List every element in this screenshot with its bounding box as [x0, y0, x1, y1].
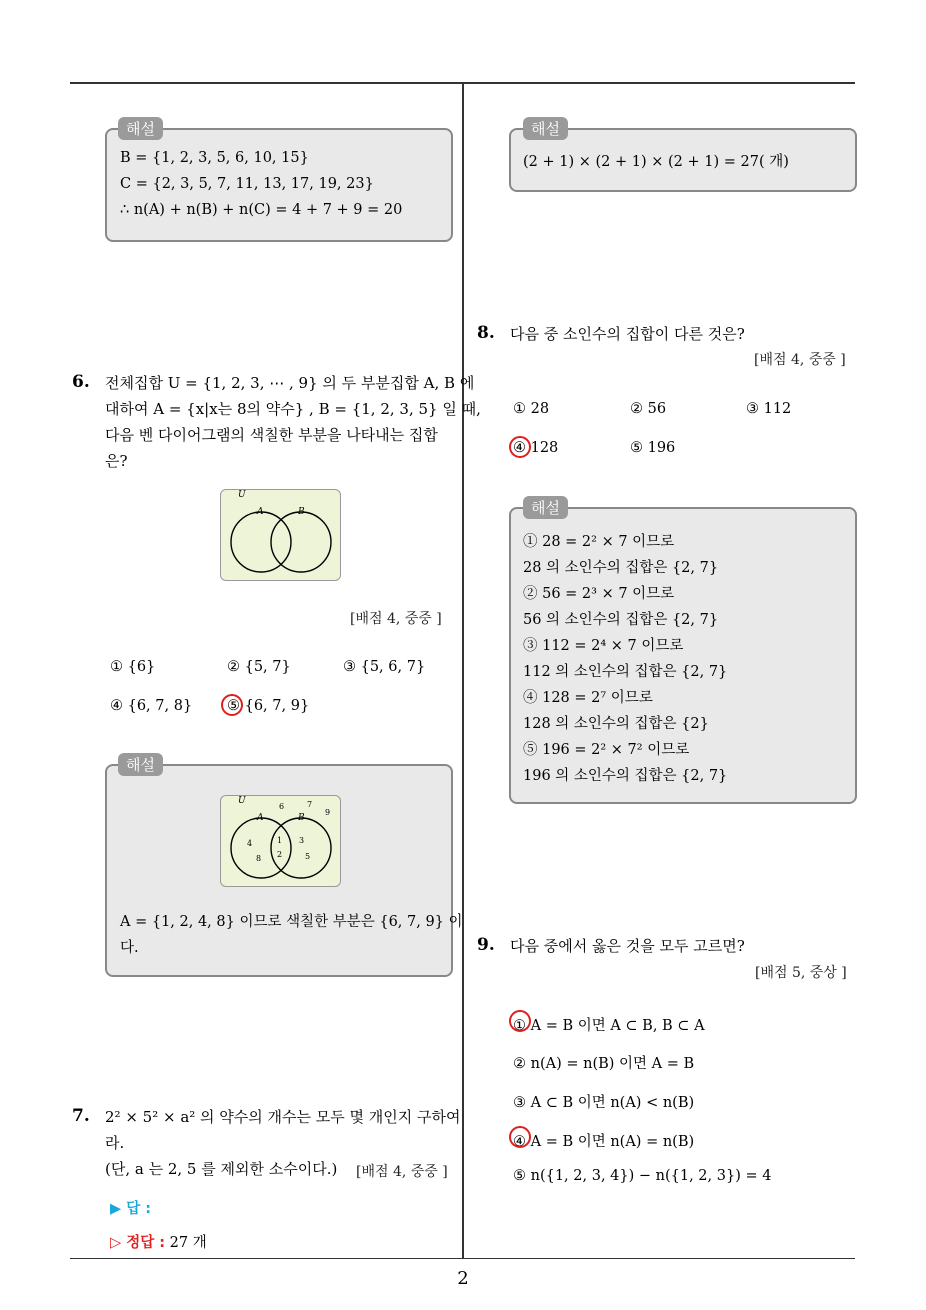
answer-mark — [509, 436, 531, 458]
answer-mark — [509, 1126, 531, 1148]
solution-line: A = {1, 2, 4, 8} 이므로 색칠한 부분은 {6, 7, 9} 이 — [120, 914, 463, 930]
solution-line: 다. — [120, 940, 139, 956]
question-text: 2² × 5² × a² 의 약수의 개수는 모두 몇 개인지 구하여 — [105, 1108, 461, 1126]
venn-number: 7 — [307, 800, 313, 809]
venn-number: 2 — [277, 850, 283, 859]
question-number: 7. — [72, 1106, 90, 1126]
solution-box-q8 — [509, 507, 857, 804]
solution-line: ① 28 = 2² × 7 이므로 — [523, 534, 675, 550]
venn-label-u: U — [238, 796, 246, 806]
solution-line: C = {2, 3, 5, 7, 11, 13, 17, 19, 23} — [120, 176, 374, 192]
choice-1[interactable]: ① {6} — [110, 659, 156, 675]
solution-line: ④ 128 = 2⁷ 이므로 — [523, 690, 653, 706]
choice-1[interactable]: ① A = B 이면 A ⊂ B, B ⊂ A — [513, 1018, 705, 1034]
column-divider — [462, 84, 464, 1258]
correct-answer-label: ▷ 정답 : — [110, 1235, 166, 1251]
question-text: 다음 중 소인수의 집합이 다른 것은? — [510, 325, 745, 343]
question-text: 대하여 A = {x|x는 8의 약수} , B = {1, 2, 3, 5} 일 때, — [105, 400, 481, 418]
solution-tag: 해설 — [118, 753, 163, 776]
bottom-rule — [70, 1258, 855, 1259]
venn-number: 6 — [279, 802, 285, 811]
choice-5[interactable]: ⑤ n({1, 2, 3, 4}) − n({1, 2, 3}) = 4 — [513, 1168, 772, 1184]
choice-3[interactable]: ③ 112 — [746, 401, 792, 417]
question-condition: (단, a 는 2, 5 를 제외한 소수이다.) — [105, 1160, 338, 1178]
venn-number: 3 — [299, 836, 305, 845]
venn-diagram — [220, 489, 341, 581]
venn-number: 9 — [325, 808, 331, 817]
venn-number: 1 — [277, 836, 283, 845]
choice-1[interactable]: ① 28 — [513, 401, 550, 417]
solution-line: 128 의 소인수의 집합은 {2} — [523, 716, 709, 732]
venn-label-u: U — [238, 490, 246, 500]
solution-line: ② 56 = 2³ × 7 이므로 — [523, 586, 675, 602]
venn-diagram-solution — [220, 795, 341, 887]
venn-label-b: B — [298, 507, 305, 517]
choice-3[interactable]: ③ A ⊂ B 이면 n(A) < n(B) — [513, 1095, 695, 1111]
answer-input-label[interactable]: ▶ 답 : — [110, 1201, 152, 1217]
answer-mark — [509, 1010, 531, 1032]
choice-4[interactable]: ④ {6, 7, 8} — [110, 698, 193, 714]
question-meta: [배점 4, 중중 ] — [754, 352, 846, 368]
solution-line: ⑤ 196 = 2² × 7² 이므로 — [523, 742, 690, 758]
question-text: 전체집합 U = {1, 2, 3, ⋯ , 9} 의 두 부분집합 A, B 에 — [105, 374, 475, 392]
answer-mark — [221, 694, 243, 716]
solution-line: (2 + 1) × (2 + 1) × (2 + 1) = 27( 개) — [523, 154, 789, 170]
question-text: 라. — [105, 1134, 125, 1152]
page-number: 2 — [457, 1268, 469, 1289]
correct-answer-value: 27 개 — [169, 1235, 207, 1251]
solution-line: B = {1, 2, 3, 5, 6, 10, 15} — [120, 150, 309, 166]
venn-label-a: A — [257, 813, 264, 823]
question-text: 다음 중에서 옳은 것을 모두 고르면? — [510, 937, 745, 955]
choice-4[interactable]: ④ 128 — [513, 440, 559, 456]
question-number: 6. — [72, 372, 90, 392]
solution-line: 28 의 소인수의 집합은 {2, 7} — [523, 560, 719, 576]
choice-2[interactable]: ② 56 — [630, 401, 667, 417]
question-meta: [배점 5, 중상 ] — [755, 965, 847, 981]
venn-number: 8 — [256, 854, 262, 863]
question-text: 은? — [105, 452, 128, 470]
question-meta: [배점 4, 중중 ] — [356, 1164, 448, 1180]
choice-2[interactable]: ② n(A) = n(B) 이면 A = B — [513, 1056, 695, 1072]
solution-line: ③ 112 = 2⁴ × 7 이므로 — [523, 638, 684, 654]
choice-5[interactable]: ⑤ {6, 7, 9} — [227, 698, 310, 714]
choice-2[interactable]: ② {5, 7} — [227, 659, 291, 675]
venn-number: 5 — [305, 852, 311, 861]
solution-tag: 해설 — [523, 496, 568, 519]
question-number: 8. — [477, 323, 495, 343]
question-meta: [배점 4, 중중 ] — [350, 611, 442, 627]
choice-4[interactable]: ④ A = B 이면 n(A) = n(B) — [513, 1134, 695, 1150]
question-number: 9. — [477, 935, 495, 955]
venn-number: 4 — [247, 839, 253, 848]
solution-line: 112 의 소인수의 집합은 {2, 7} — [523, 664, 728, 680]
question-text: 다음 벤 다이어그램의 색칠한 부분을 나타내는 집합 — [105, 426, 438, 444]
solution-line: ∴ n(A) + n(B) + n(C) = 4 + 7 + 9 = 20 — [120, 202, 403, 218]
correct-answer — [110, 1231, 207, 1252]
choice-5[interactable]: ⑤ 196 — [630, 440, 676, 456]
solution-tag: 해설 — [118, 117, 163, 140]
solution-tag: 해설 — [523, 117, 568, 140]
solution-line: 56 의 소인수의 집합은 {2, 7} — [523, 612, 719, 628]
choice-3[interactable]: ③ {5, 6, 7} — [343, 659, 426, 675]
venn-label-b: B — [298, 813, 305, 823]
venn-label-a: A — [257, 507, 264, 517]
solution-line: 196 의 소인수의 집합은 {2, 7} — [523, 768, 728, 784]
